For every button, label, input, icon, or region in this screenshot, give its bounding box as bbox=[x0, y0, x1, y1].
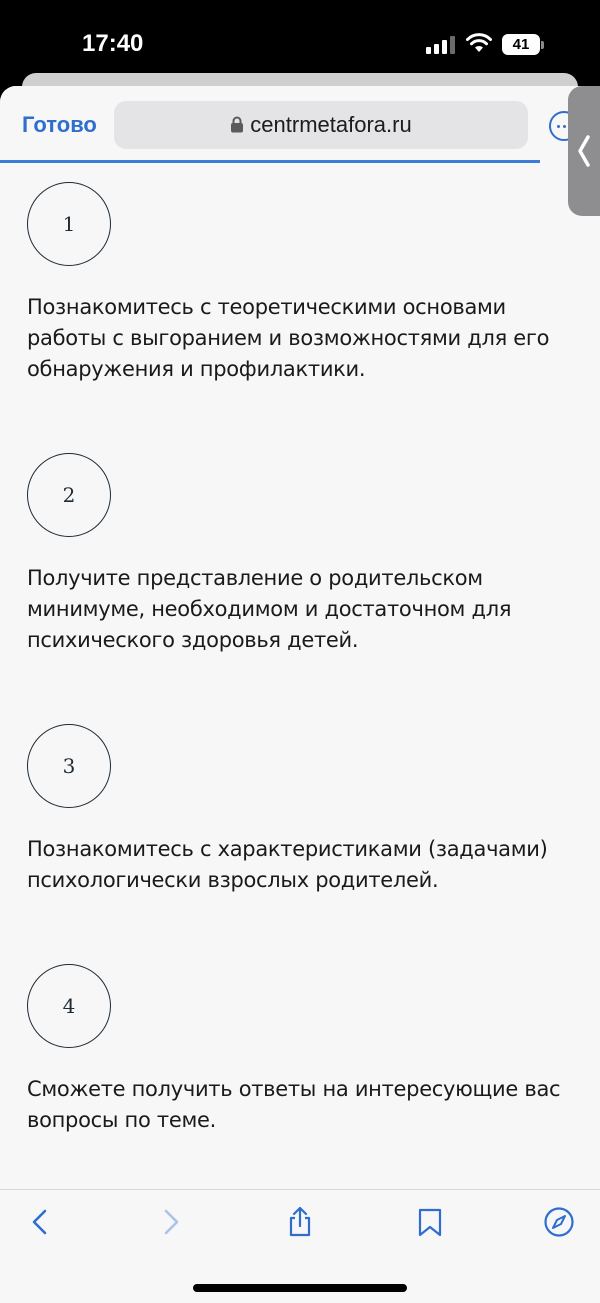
status-time: 17:40 bbox=[82, 30, 144, 57]
chevron-left-icon bbox=[577, 134, 591, 168]
home-indicator[interactable] bbox=[193, 1284, 407, 1292]
url-field[interactable] bbox=[114, 101, 528, 149]
bookmarks-icon[interactable] bbox=[414, 1206, 446, 1238]
browser-toolbar bbox=[0, 86, 600, 164]
page-content bbox=[0, 164, 600, 1189]
lock-icon bbox=[230, 116, 244, 133]
wifi-icon bbox=[465, 32, 493, 54]
share-icon[interactable] bbox=[284, 1206, 316, 1238]
side-panel-handle[interactable] bbox=[568, 86, 600, 216]
battery-cap bbox=[541, 41, 544, 49]
cellular-signal-icon bbox=[426, 36, 456, 54]
step-description: Сможете получить ответы на интересующие вас вопросы по теме. bbox=[27, 1077, 561, 1132]
step-number-circle: 1 bbox=[27, 182, 111, 266]
step-number-circle: 4 bbox=[27, 964, 111, 1048]
compass-icon[interactable] bbox=[543, 1206, 575, 1238]
done-button[interactable]: Готово bbox=[22, 112, 97, 137]
step-description: Познакомитесь с теоретическими основами работы с выгоранием и возможностями для его обнаружения и профилактики. bbox=[27, 295, 550, 381]
back-icon[interactable] bbox=[25, 1206, 57, 1238]
forward-icon[interactable] bbox=[154, 1206, 186, 1238]
url-text: centrmetafora.ru bbox=[250, 112, 412, 137]
battery-indicator: 41 bbox=[502, 34, 540, 55]
step-number-circle: 3 bbox=[27, 724, 111, 808]
step-description: Получите представление о родительском минимуме, необходимом и достаточном для психического здоровья детей. bbox=[27, 566, 512, 652]
page-load-progress bbox=[0, 160, 540, 163]
step-number-circle: 2 bbox=[27, 453, 111, 537]
step-description: Познакомитесь с характеристиками (задачами) психологически взрослых родителей. bbox=[27, 837, 548, 892]
browser-sheet bbox=[0, 86, 600, 1303]
